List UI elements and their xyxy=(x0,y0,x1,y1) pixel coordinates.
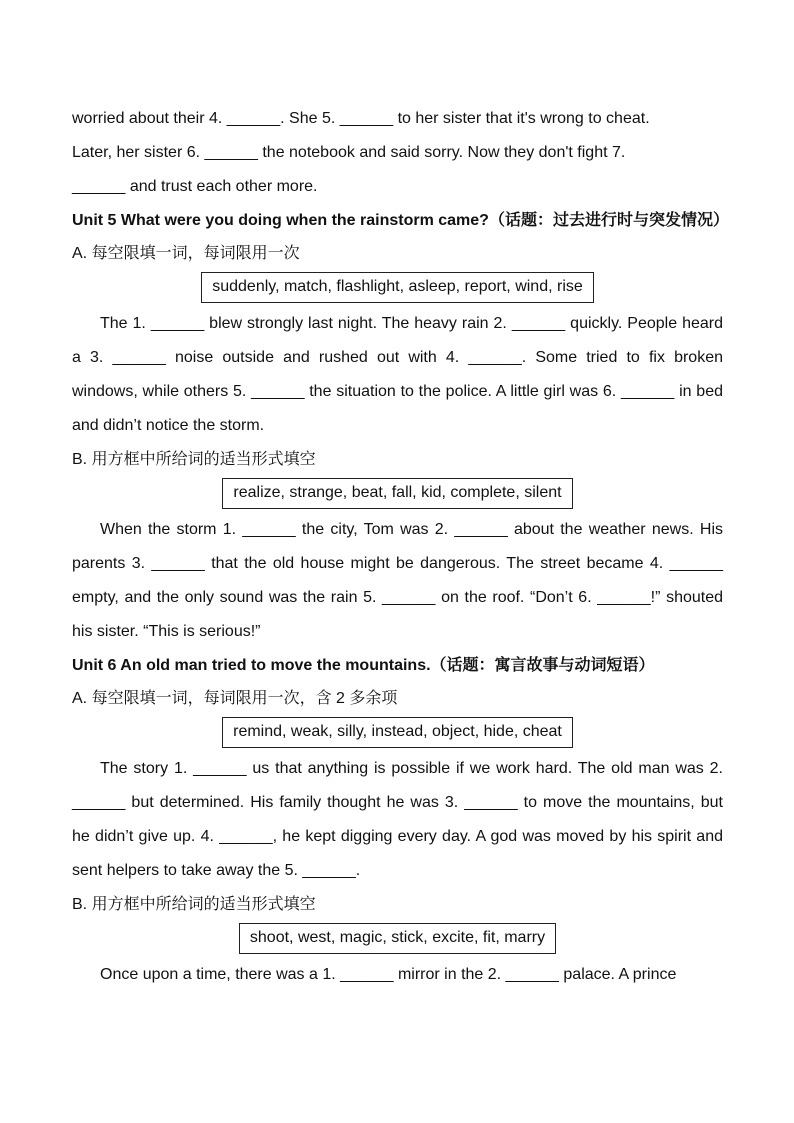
unit5-b-instruction: B. 用方框中所给词的适当形式填空 xyxy=(72,451,316,468)
unit6-b-word-box: shoot, west, magic, stick, excite, fit, marry xyxy=(239,923,556,954)
document-page xyxy=(72,100,729,992)
unit6-a-word-box: remind, weak, silly, instead, object, hide, cheat xyxy=(222,717,573,748)
unit6-b-passage: Once upon a time, there was a 1. ______ mirror in the 2. ______ palace. A prince xyxy=(100,966,677,983)
unit5-a-word-box: suddenly, match, flashlight, asleep, report, wind, rise xyxy=(201,272,594,303)
unit5-a-passage: The 1. ______ blew strongly last night. The heavy rain 2. ______ quickly. People heard a 3. ______ noise outside and rushed out with 4. ______. Some tried to fix broken windows, while others 5. ______ the situation to the police. A little girl was 6. ______ in bed and didn’t notice the storm. xyxy=(72,315,723,434)
intro-passage xyxy=(72,102,723,204)
intro-line-3: ______ and trust each other more. xyxy=(72,178,318,195)
unit5-heading: Unit 5 What were you doing when the rainstorm came?（话题：过去进行时与突发情况） xyxy=(72,212,729,229)
unit6-heading: Unit 6 An old man tried to move the mountains.（话题：寓言故事与动词短语） xyxy=(72,657,655,674)
unit5-b-word-box: realize, strange, beat, fall, kid, complete, silent xyxy=(222,478,572,509)
unit5-b-passage: When the storm 1. ______ the city, Tom was 2. ______ about the weather news. His parents 3. ______ that the old house might be dangerous. The street became 4. ______ empty, and the only sound was the rain 5. ______ on the roof. “Don’t 6. ______!” shouted his sister. “This is serious!” xyxy=(72,521,723,640)
unit6-a-instruction: A. 每空限填一词，每词限用一次，含 2 多余项 xyxy=(72,690,398,707)
unit6-a-passage: The story 1. ______ us that anything is possible if we work hard. The old man was 2. ______ but determined. His family thought he was 3. ______ to move the mountains, but he didn’t give up. 4. ______, he kept digging every day. A god was moved by his spirit and sent helpers to take away the 5. ______. xyxy=(72,760,723,879)
intro-line-2: Later, her sister 6. ______ the notebook and said sorry. Now they don't fight 7. xyxy=(72,144,626,161)
intro-line-1: worried about their 4. ______. She 5. ______ to her sister that it's wrong to cheat. xyxy=(72,110,650,127)
unit6-b-instruction: B. 用方框中所给词的适当形式填空 xyxy=(72,896,316,913)
unit5-a-instruction: A. 每空限填一词，每词限用一次 xyxy=(72,245,300,262)
